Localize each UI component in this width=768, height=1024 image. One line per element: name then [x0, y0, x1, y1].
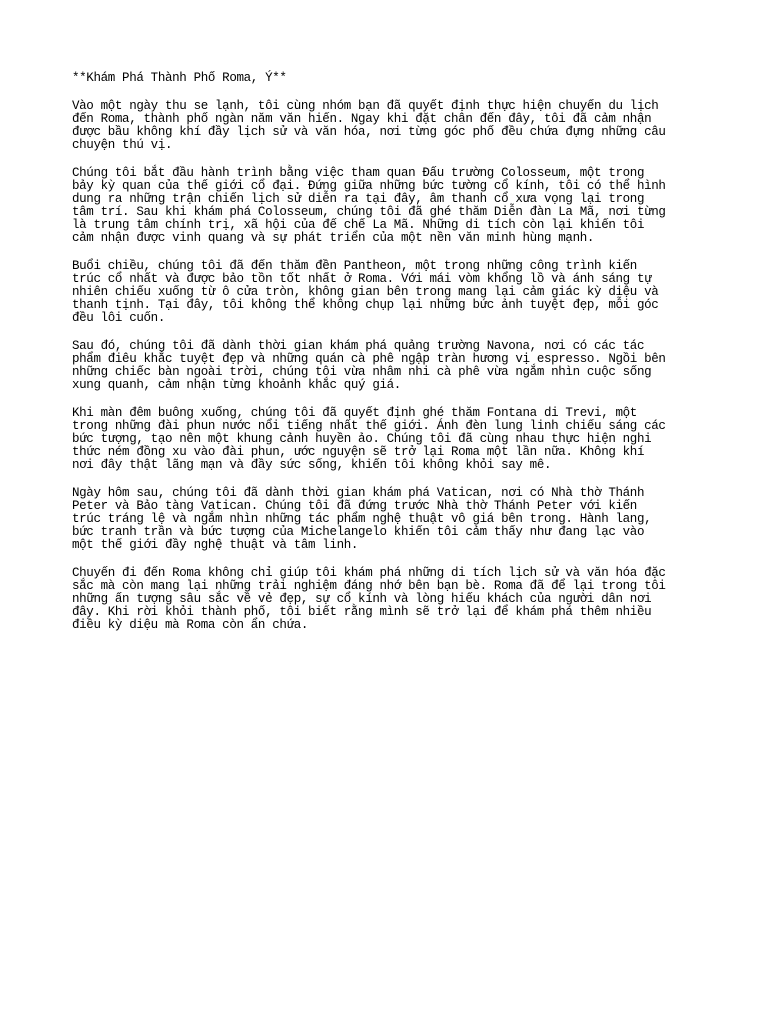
text-line: trúc tráng lệ và ngắm nhìn những tác phẩm nghệ thuật vô giá bên trong. Hành lang, — [72, 512, 652, 526]
text-line: phẩm điêu khắc tuyệt đẹp và những quán cà phê ngập tràn hương vị espresso. Ngồi bên — [72, 352, 666, 366]
text-line: Khi màn đêm buông xuống, chúng tôi đã quyết định ghé thăm Fontana di Trevi, một — [72, 406, 637, 420]
document-title: **Khám Phá Thành Phố Roma, Ý** — [72, 71, 287, 85]
paragraph — [72, 487, 702, 552]
text-line: đến Roma, thành phố ngàn năm văn hiến. Ngay khi đặt chân đến đây, tôi đã cảm nhận — [72, 112, 652, 126]
text-line: Peter và Bảo tàng Vatican. Chúng tôi đã đứng trước Nhà thờ Thánh Peter với kiến — [72, 499, 637, 513]
text-line: những ấn tượng sâu sắc về vẻ đẹp, sự cổ kính và lòng hiếu khách của người dân nơi — [72, 592, 652, 606]
text-line: Ngày hôm sau, chúng tôi đã dành thời gian khám phá Vatican, nơi có Nhà thờ Thánh — [72, 486, 645, 500]
paragraph — [72, 100, 702, 152]
paragraph — [72, 167, 702, 245]
text-line: đây. Khi rời khỏi thành phố, tôi biết rằng mình sẽ trở lại để khám phá thêm nhiều — [72, 605, 652, 619]
document-body — [72, 72, 702, 647]
text-line: nơi đây thật lãng mạn và đầy sức sống, khiến tôi không khỏi say mê. — [72, 458, 552, 472]
text-line: trúc cổ nhất và được bảo tồn tốt nhất ở Roma. Với mái vòm khổng lồ và ánh sáng tự — [72, 272, 652, 286]
text-line: sắc mà còn mang lại những trải nghiệm đáng nhớ bên bạn bè. Roma đã để lại trong tôi — [72, 579, 666, 593]
text-line: chuyện thú vị. — [72, 138, 173, 152]
text-line: những chiếc bàn ngoài trời, chúng tôi vừa nhâm nhi cà phê vừa ngắm nhìn cuộc sống — [72, 365, 652, 379]
text-line: điều kỳ diệu mà Roma còn ẩn chứa. — [72, 618, 308, 632]
text-line: là trung tâm chính trị, xã hội của đế chế La Mã. Những di tích còn lại khiến tôi — [72, 218, 645, 232]
paragraph — [72, 407, 702, 472]
paragraph — [72, 260, 702, 325]
text-line: đều lôi cuốn. — [72, 311, 165, 325]
text-line: xung quanh, cảm nhận từng khoảnh khắc quý giá. — [72, 378, 401, 392]
text-line: bảy kỳ quan của thế giới cổ đại. Đứng giữa những bức tường cổ kính, tôi có thể hình — [72, 179, 666, 193]
text-line: cảm nhận được vinh quang và sự phát triển của một nền văn minh hùng mạnh. — [72, 231, 595, 245]
text-line: Vào một ngày thu se lạnh, tôi cùng nhóm bạn đã quyết định thực hiện chuyến du lịch — [72, 99, 659, 113]
paragraph — [72, 340, 702, 392]
text-line: trong những đài phun nước nổi tiếng nhất thế giới. Ánh đèn lung linh chiếu sáng các — [72, 419, 666, 433]
text-line: một thế giới đầy nghệ thuật và tâm linh. — [72, 538, 359, 552]
paragraph — [72, 567, 702, 632]
text-line: được bầu không khí đầy lịch sử và văn hóa, nơi từng góc phố đều chứa đựng những câu — [72, 125, 666, 139]
text-line: bức tranh trần và bức tượng của Michelangelo khiến tôi cảm thấy như đang lạc vào — [72, 525, 645, 539]
text-line: dung ra những trận chiến lịch sử diễn ra tại đây, âm thanh cổ xưa vọng lại trong — [72, 192, 645, 206]
text-line: Chúng tôi bắt đầu hành trình bằng việc tham quan Đấu trường Colosseum, một trong — [72, 166, 645, 180]
text-line: Chuyến đi đến Roma không chỉ giúp tôi khám phá những di tích lịch sử và văn hóa đặc — [72, 566, 666, 580]
text-line: thanh tịnh. Tại đây, tôi không thể không chụp lại những bức ảnh tuyệt đẹp, mỗi góc — [72, 298, 659, 312]
text-line: thức ném đồng xu vào đài phun, ước nguyện sẽ trở lại Roma một lần nữa. Không khí — [72, 445, 645, 459]
text-line: nhiên chiếu xuống từ ô cửa tròn, không gian bên trong mang lại cảm giác kỳ diệu và — [72, 285, 659, 299]
text-line: bức tượng, tạo nên một khung cảnh huyền ảo. Chúng tôi đã cùng nhau thực hiện nghi — [72, 432, 652, 446]
text-line: Sau đó, chúng tôi đã dành thời gian khám phá quảng trường Navona, nơi có các tác — [72, 339, 645, 353]
text-line: tâm trí. Sau khi khám phá Colosseum, chúng tôi đã ghé thăm Diễn đàn La Mã, nơi từng — [72, 205, 666, 219]
text-line: Buổi chiều, chúng tôi đã đến thăm đền Pantheon, một trong những công trình kiến — [72, 259, 637, 273]
